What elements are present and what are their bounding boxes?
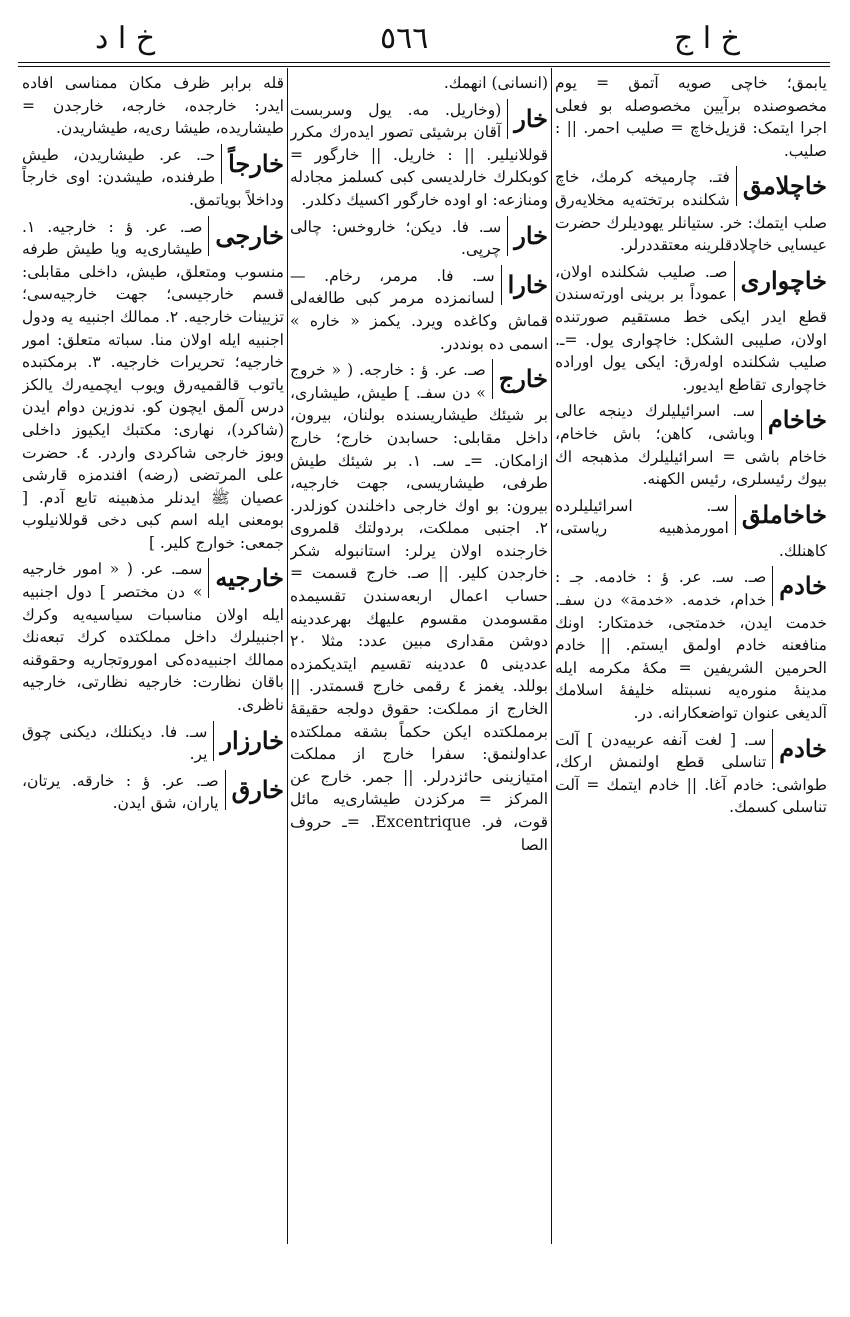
entry-definition: قله برابر ظرف مکان ممناسی افاده ایدر: خارجده، خارجه، خارجدن = طیشاریده، طیشا ری‌یه، طیشاریدن. (22, 74, 284, 138)
dictionary-entry (555, 261, 827, 397)
header-rule-thin (18, 66, 830, 67)
entry-definition: سـ. [ لغت آنفه عربیه‌دن ] آلت تناسلی قطع اولنمش ارکك، طواشی: خادم آغا. || خادم ایتمك = آلت تناسلی کسمك. (555, 730, 827, 817)
column-divider (551, 68, 552, 1244)
entry-headword: خارجاً (221, 144, 284, 184)
dictionary-entry (290, 265, 548, 355)
dictionary-entry (22, 558, 284, 716)
entry-definition: صـ. صلیب شکلنده اولان، عموداً بر برینی اورته‌سندن قطع ایدر ایکی خط مستقیم صورتنده اولان، صلیبی الشکل: خاچواری یول. =ـ. صلیب شکلنده اوله‌رق: ایکی یول اوراده خاچواری تقاطع ایدیور. (555, 262, 827, 394)
right-guide-letters: خ ا ج (673, 21, 740, 56)
entry-headword: خارجیه (208, 558, 284, 598)
dictionary-entry (555, 566, 827, 724)
dictionary-entry (555, 400, 827, 490)
entry-definition: (وخاریل. مه. یول وسربست آقان برشیئی تصور ایده‌رك مکرر قوللانیلیر. || : خاریل. || خارگور = کوبکلرك خارلدیسی کبی کسلمز مجادله ومنازعه: او اوده خارگور اکسیك دکلدر. (290, 100, 548, 209)
entry-definition: صـ. عر. ؤ : خارجیه. ١. طیشاری‌یه ویا طیش طرفه منسوب ومتعلق، طیش، داخلی مقابلی: قسم خارجیسی؛ جهت خارجیه‌سی؛ تزیینات خارجیه. ٢. ممالك اجنبیه یه ودول اجنبیه ایله اولان منا. سباته متعلق: امور خارجیه؛ تحریرات خارجیه. ٣. برمکتبده یاتوب قالقمیه‌رق ویوب ایچمیه‌رك یالکز درس آلمق ایچون کو. ندوزین دوام ایدن (شاکرد)، نهاری: مکتبك ایکیوز داخلی وبوز خارجی شاکردی واردر. ٤. حضرت علی المرتضی (رضه) افندمزه قارشی عصیان ﷺ ایدنلر مذهبینه تابع آدم. [ بومعنی ایله اسم کبی دخی قوللانیلوب جمعی: خوارج کلیر. ] (22, 217, 284, 552)
entry-definition: صـ. عر. ؤ : خارجه. ( « خروج » دن سفـ. ] طیش، طیشاری، بر شیئك طیشاریسنده بولنان، بیرون، داخل مقابلی: حسابدن خارج؛ خارج ازامکان. =ـ سـ. ١. بر شیئك طیش طرفی، طیشاریسی، جهت خارجیه، بیرون: بو اوك خارجی داخلندن کوزلدر. ٢. اجنبی مملکت، بردولتك قلمروی خارجنده اولان یرلر: استانبوله شکر خارجدن کلیر. || صـ. خارج قسمت = حساب اعمال اربعه‌سندن تقسیمده مقسومدن مقسوم علیهك بهرعددینه دوشن مقداری مبین عدد: مثلا ٢٠ عددینی ٥ عددینه تقسیم ایتدیکمزده بوللد. یغمز ٤ رقمی خارج قسمتدر. || الخارج از مملکت: حقوق دولجه حقیقهٔ برمملکتده ایکن حکماً بشقه مملکتده عداولنمق: سفرا خارج از مملکت امتیازینی حائزدرلر. || جمر. خارج عن المرکز = مرکزدن طیشاری‌یه مائل قوت، فر. Excentrique. =ـ حروف الصا (290, 361, 548, 854)
dictionary-entry (555, 166, 827, 256)
entry-headword: خارج (492, 359, 548, 399)
entry-headword: خاچواری (734, 261, 827, 301)
middle-column (290, 72, 548, 1242)
entry-headword: خاچلامق (736, 166, 827, 206)
entry-headword: خارق (225, 770, 284, 810)
entry-headword: خارزار (213, 721, 284, 761)
right-column (555, 72, 827, 1242)
entry-definition: سـ. اسرائیلیلرك دینجه عالی وباشی، کاهن؛ باش خاخام، خاخام باشی = اسرائیلیلرك مذهبجه اك بیوك رئیسلری، رئیس الکهنه. (555, 402, 827, 489)
entry-headword: خادم (772, 566, 827, 606)
entry-definition: سـ. فا. دیکن؛ خاروخس: چالی چرپی. (290, 217, 502, 259)
page-number: ٥٦٦ (380, 21, 429, 56)
entry-definition: سـ. فا. مرمر، رخام. — لسانمزده مرمر کبی طالغه‌لی قماش وکاغده ویرد. یکمز « خاره » اسمی ده بونددر. (290, 266, 548, 353)
dictionary-entry (555, 72, 827, 162)
dictionary-entry (22, 144, 284, 212)
entry-definition: یابمق؛ خاچی صویه آتمق = یوم مخصوصنده برآیین مخصوصله بو فعلی اجرا ایتمک: قزیل‌خاچ = صلیب احمر. || : صلیب. (555, 74, 827, 160)
dictionary-entry (22, 721, 284, 766)
dictionary-entry (22, 72, 284, 140)
entry-headword: خار (507, 99, 548, 139)
entry-headword: خاخاملق (735, 495, 827, 535)
dictionary-entry (555, 495, 827, 563)
dictionary-entry (22, 216, 284, 555)
entry-definition: صـ. عر. ؤ : خارقه. یرتان، یاران، شق ایدن. (22, 771, 219, 813)
entry-definition: سمـ. عر. ( « امور خارجیه » دن مختصر ] دول اجنبیه ایله اولان مناسبات سیاسیه‌یه وکرك اجنبیلرك داخل مملکتده کرك تبعه‌نك ممالك اجنبیه‌ده‌کی اموروتجاریه وحقوقنه باقان نظارت: خارجیه نظارتی، خارجیه ناظری. (22, 560, 284, 715)
entry-headword: خارا (501, 265, 548, 305)
header-rule (18, 62, 830, 63)
dictionary-entry (290, 216, 548, 261)
entry-definition: سـ. اسرائیلیلرده امورمذهبیه ریاستی، کاهنلك. (555, 496, 827, 560)
entry-definition: (انسانی) انهمك. (443, 74, 548, 92)
left-guide-letters: خ ا د (95, 21, 156, 56)
dictionary-entry (22, 770, 284, 815)
entry-definition: صـ. سـ. عر. ؤ : خادمه. جـ : خدام، خدمه. «خدمة» دن سفـ. خدمت ایدن، خدمتجی، خدمتکار: اونك منافعنه خادم اولمق ایستم. || خادم الحرمین الشریفین = مکهٔ مکرمه ایله مدینهٔ منوره‌یه نسبتله خلیفهٔ اسلامك آلدیغی عنوان تواضعکارانه. در. (555, 568, 827, 723)
dictionary-entry (290, 359, 548, 856)
entry-headword: خارجی (208, 216, 284, 256)
dictionary-entry (290, 99, 548, 212)
dictionary-entry (555, 729, 827, 819)
left-column (22, 72, 284, 1242)
entry-headword: خاخام (761, 400, 827, 440)
dictionary-entry (290, 72, 548, 95)
column-divider (287, 68, 288, 1244)
entry-definition: فتـ. چارمیخه کرمك، خاچ شکلنده برتخته‌یه مخلایه‌رق صلب ایتمك: خر. ستیانلر یهودیلرك حضرت عیسایی خاچلادقلرینه معتقددرلر. (555, 168, 827, 255)
entry-headword: خار (507, 216, 548, 256)
entry-definition: حـ. عر. طیشاریدن، طیش طرفنده، طیشدن: اوی خارجاً وداخلاً بویاتمق. (22, 145, 284, 209)
entry-headword: خادم (772, 729, 827, 769)
entry-definition: سـ. فا. دیکنلك، دیکنی چوق یر. (22, 722, 208, 764)
